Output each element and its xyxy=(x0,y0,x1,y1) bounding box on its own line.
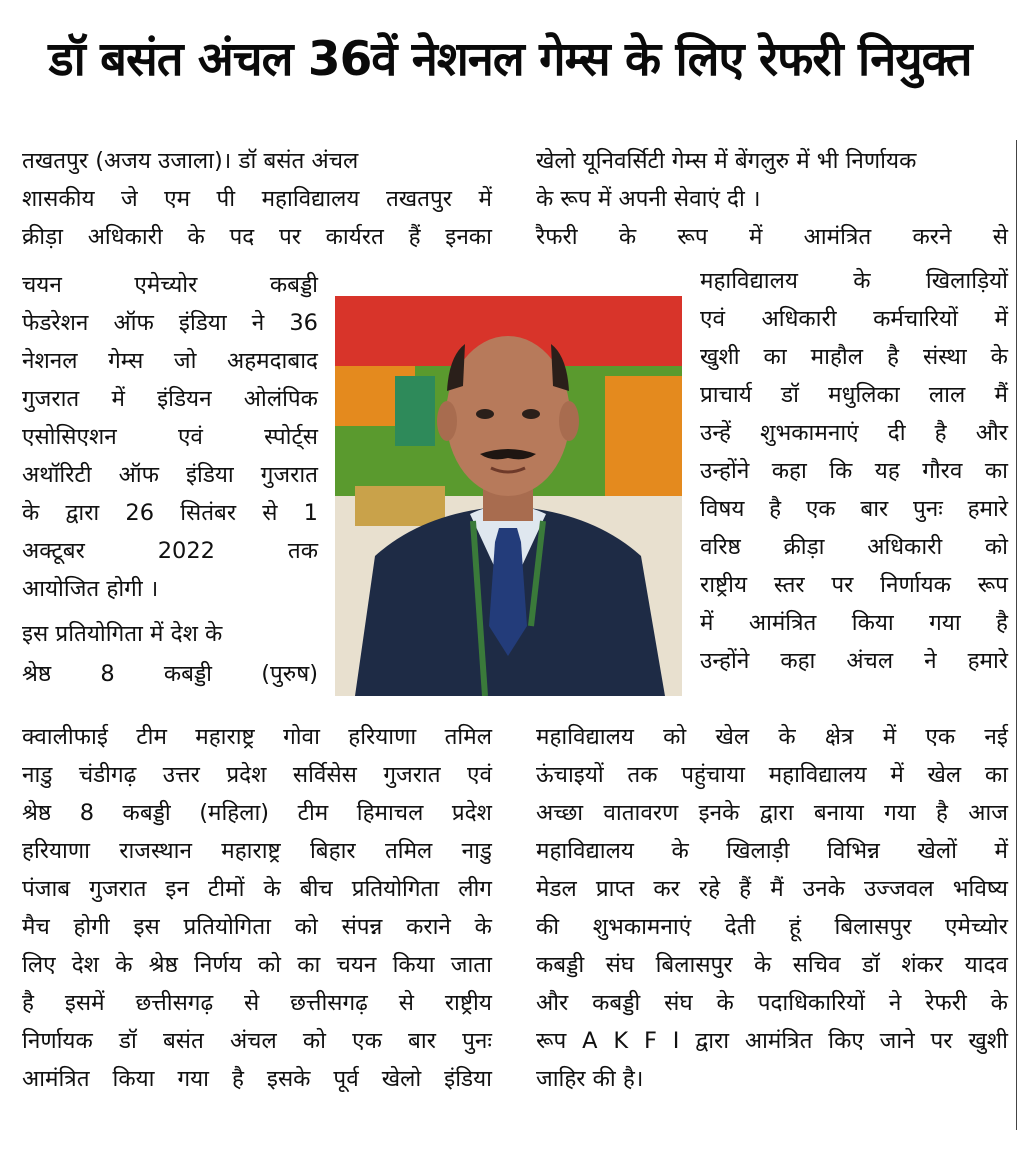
left-text-line: श्रेष्ठ 8 कबड्डी (महिला) टीम हिमाचल प्रदेश xyxy=(22,800,492,826)
right-text-line: में आमंत्रित किया गया है xyxy=(700,610,1008,636)
left-text-line: हरियाणा राजस्थान महाराष्ट्र बिहार तमिल नाडु xyxy=(22,838,492,864)
portrait-photo xyxy=(335,296,682,696)
left-text-line: फेडरेशन ऑफ इंडिया ने 36 xyxy=(22,310,318,336)
left-text-line: क्रीड़ा अधिकारी के पद पर कार्यरत हैं इनका xyxy=(22,224,492,250)
right-text-line: महाविद्यालय के खिलाड़ियों xyxy=(700,268,1008,294)
left-text-line: निर्णायक डॉ बसंत अंचल को एक बार पुनः xyxy=(22,1028,492,1054)
left-text-line: एसोसिएशन एवं स्पोर्ट्स xyxy=(22,424,318,450)
right-text-line: राष्ट्रीय स्तर पर निर्णायक रूप xyxy=(700,572,1008,598)
right-text-line: उन्होंने कहा कि यह गौरव का xyxy=(700,458,1008,484)
left-text-line: क्वालीफाई टीम महाराष्ट्र गोवा हरियाणा तमिल xyxy=(22,724,492,750)
left-text-line: शासकीय जे एम पी महाविद्यालय तखतपुर में xyxy=(22,186,492,212)
backdrop-orange-right xyxy=(605,376,682,496)
left-text-line: पंजाब गुजरात इन टीमों के बीच प्रतियोगिता लीग xyxy=(22,876,492,902)
left-text-line: अथॉरिटी ऑफ इंडिया गुजरात xyxy=(22,462,318,488)
left-text-line: अक्टूबर 2022 तक xyxy=(22,538,318,564)
right-text-line: खेलो यूनिवर्सिटी गेम्स में बेंगलुरु में भी निर्णायक xyxy=(536,148,917,174)
right-text-line: रूप A K F I द्वारा आमंत्रित किए जाने पर खुशी xyxy=(536,1028,1008,1054)
left-text-line: गुजरात में इंडियन ओलंपिक xyxy=(22,386,318,412)
headline: डॉ बसंत अंचल 36वें नेशनल गेम्स के लिए रेफरी नियुक्त xyxy=(48,32,972,87)
left-text-line: आयोजित होगी । xyxy=(22,576,159,602)
left-text-line: चयन एमेच्योर कबड्डी xyxy=(22,272,318,298)
right-text-line: जाहिर की है। xyxy=(536,1066,644,1092)
right-text-line: कबड्डी संघ बिलासपुर के सचिव डॉ शंकर यादव xyxy=(536,952,1008,978)
ear-right xyxy=(559,401,579,441)
right-text-line: मेडल प्राप्त कर रहे हैं मैं उनके उज्जवल भविष्य xyxy=(536,876,1008,902)
left-text-line: लिए देश के श्रेष्ठ निर्णय को का चयन किया जाता xyxy=(22,952,492,978)
right-text-line: रैफरी के रूप में आमंत्रित करने से xyxy=(536,224,1008,250)
left-text-line: नाडु चंडीगढ़ उत्तर प्रदेश सर्विसेस गुजरात एवं xyxy=(22,762,492,788)
left-text-line: नेशनल गेम्स जो अहमदाबाद xyxy=(22,348,318,374)
right-text-line: उन्होंने कहा अंचल ने हमारे xyxy=(700,648,1008,674)
right-text-line: प्राचार्य डॉ मधुलिका लाल मैं xyxy=(700,382,1008,408)
right-text-line: महाविद्यालय को खेल के क्षेत्र में एक नई xyxy=(536,724,1008,750)
right-text-line: विषय है एक बार पुनः हमारे xyxy=(700,496,1008,522)
left-text-line: श्रेष्ठ 8 कबड्डी (पुरुष) xyxy=(22,661,318,687)
left-text-line: के द्वारा 26 सितंबर से 1 xyxy=(22,500,318,526)
right-text-line: की शुभकामनाएं देती हूं बिलासपुर एमेच्योर xyxy=(536,914,1008,940)
right-text-line: ऊंचाइयों तक पहुंचाया महाविद्यालय में खेल का xyxy=(536,762,1008,788)
backdrop-logo-block xyxy=(395,376,435,446)
left-text-line: मैच होगी इस प्रतियोगिता को संपन्न कराने के xyxy=(22,914,492,940)
right-text-line: खुशी का माहौल है संस्था के xyxy=(700,344,1008,370)
right-text-line: के रूप में अपनी सेवाएं दी । xyxy=(536,186,761,212)
right-text-line: महाविद्यालय के खिलाड़ी विभिन्न खेलों में xyxy=(536,838,1008,864)
right-text-line: अच्छा वातावरण इनके द्वारा बनाया गया है आज xyxy=(536,800,1008,826)
right-text-line: और कबड्डी संघ के पदाधिकारियों ने रेफरी के xyxy=(536,990,1008,1016)
eye-right xyxy=(522,409,540,419)
ear-left xyxy=(437,401,457,441)
eye-left xyxy=(476,409,494,419)
portrait-illustration xyxy=(335,296,682,696)
right-text-line: एवं अधिकारी कर्मचारियों में xyxy=(700,306,1008,332)
left-text-line: है इसमें छत्तीसगढ़ से छत्तीसगढ़ से राष्ट्रीय xyxy=(22,990,492,1016)
background-table xyxy=(355,486,445,526)
left-text-line: आमंत्रित किया गया है इसके पूर्व खेलो इंडिया xyxy=(22,1066,492,1092)
left-text-line: इस प्रतियोगिता में देश के xyxy=(22,621,223,647)
right-border-rule xyxy=(1016,140,1017,1130)
left-text-line: तखतपुर (अजय उजाला)। डॉ बसंत अंचल xyxy=(22,148,359,174)
right-text-line: वरिष्ठ क्रीड़ा अधिकारी को xyxy=(700,534,1008,560)
right-text-line: उन्हें शुभकामनाएं दी है और xyxy=(700,420,1008,446)
